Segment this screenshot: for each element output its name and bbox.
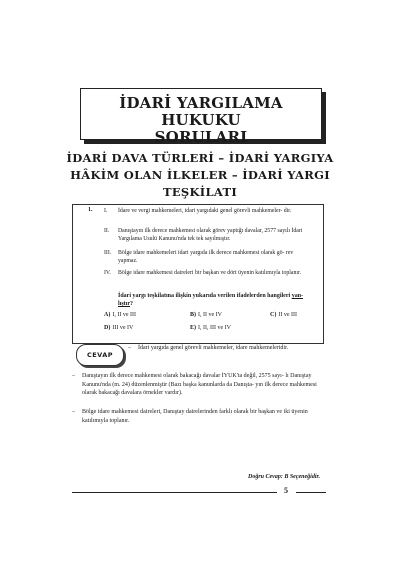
footer-rule-left: [72, 492, 277, 493]
option-letter: A): [104, 312, 111, 318]
subtitle-line-1: İDARİ DAVA TÜRLERİ – İDARİ YARGIYA: [66, 151, 334, 165]
statement-1: [104, 207, 314, 223]
answer-badge: CEVAP: [76, 344, 124, 366]
dash: –: [72, 373, 75, 379]
statement-text: Bölge idare mahkemesi daireleri bir başkan ve dört üyenin katılımıyla toplanır.: [118, 270, 302, 276]
chapter-title-line-1: İDARİ YARGILAMA HUKUKU: [119, 94, 283, 129]
subtitle-line-3: TEŞKİLATI: [162, 185, 238, 199]
question-stem: [118, 292, 314, 308]
option-e[interactable]: [190, 325, 231, 331]
question-stem-end: ?: [130, 301, 133, 307]
statement-text: Danıştayın ilk derece mahkemesi olarak görev yaptığı davalar, 2577 sayılı İdari Yargılama Usulü Kanunu'nda tek tek sayılmıştır.: [118, 228, 303, 242]
option-letter: D): [104, 325, 111, 331]
question-stem-main: İdari yargı teşkilatına ilişkin yukarıda verilen ifadelerden hangileri: [118, 293, 292, 299]
statement-4: [104, 269, 314, 285]
answer-text: Bölge idare mahkemesi daireleri, Danıştay dairelerinden farklı olarak bir başkan ve iki üyenin katılımıyla toplanır.: [82, 409, 308, 424]
footer-rule-right: [296, 492, 326, 493]
answer-text: Danıştayın ilk derece mahkemesi olarak bakacağı davalar İYUK'ta değil, 2575 sayı- lı Danıştay Kanunu'nda (m. 24) düzenlenmiştir (Bazı başka kanunlarda da Danışta- yın ilk derece mahkemesi olarak bakacağı davalara örnekler vardır).: [82, 373, 317, 396]
answer-line-1: [128, 344, 328, 354]
answer-line-3: [72, 408, 324, 428]
subtitle-line-2: HÂKİM OLAN İLKELER – İDARİ YARGI: [70, 168, 330, 182]
statement-roman: IV.: [104, 270, 111, 276]
question-number: 1.: [88, 207, 93, 213]
option-text: I, II ve IV: [198, 312, 222, 318]
statement-roman: I.: [104, 208, 108, 214]
dash: –: [128, 345, 131, 351]
option-text: I, II, III ve IV: [198, 325, 231, 331]
option-d[interactable]: [104, 325, 133, 331]
option-a[interactable]: [104, 312, 136, 318]
option-letter: E): [190, 325, 196, 331]
option-text: II ve III: [278, 312, 297, 318]
option-letter: C): [270, 312, 277, 318]
option-c[interactable]: [270, 312, 297, 318]
answer-line-2: [72, 372, 324, 400]
statement-text: İdare ve vergi mahkemeleri, idari yargıdaki genel görevli mahkemeler- dir.: [118, 208, 292, 214]
statement-3: [104, 249, 314, 265]
statement-roman: III.: [104, 250, 112, 256]
option-letter: B): [190, 312, 196, 318]
statement-roman: II.: [104, 228, 110, 234]
page-number: 5: [284, 486, 288, 495]
option-b[interactable]: [190, 312, 222, 318]
chapter-title-line-2: SORULARI: [154, 128, 248, 146]
chapter-title-box: [80, 88, 322, 146]
option-text: III ve IV: [112, 325, 134, 331]
section-subtitle: [40, 150, 360, 201]
statement-text: Bölge idare mahkemeleri idari yargıda ilk derece mahkemesi olarak gö- rev yapmaz.: [118, 250, 294, 264]
dash: –: [72, 409, 75, 415]
correct-answer: Doğru Cevap: B Seçeneğidir.: [248, 474, 320, 480]
statement-2: [104, 227, 314, 243]
answer-text: İdari yargıda genel görevli mahkemeler, idare mahkemeleridir.: [138, 345, 289, 351]
option-text: I, II ve III: [112, 312, 136, 318]
question-stem-underlined: yan- lıştır: [118, 293, 304, 307]
